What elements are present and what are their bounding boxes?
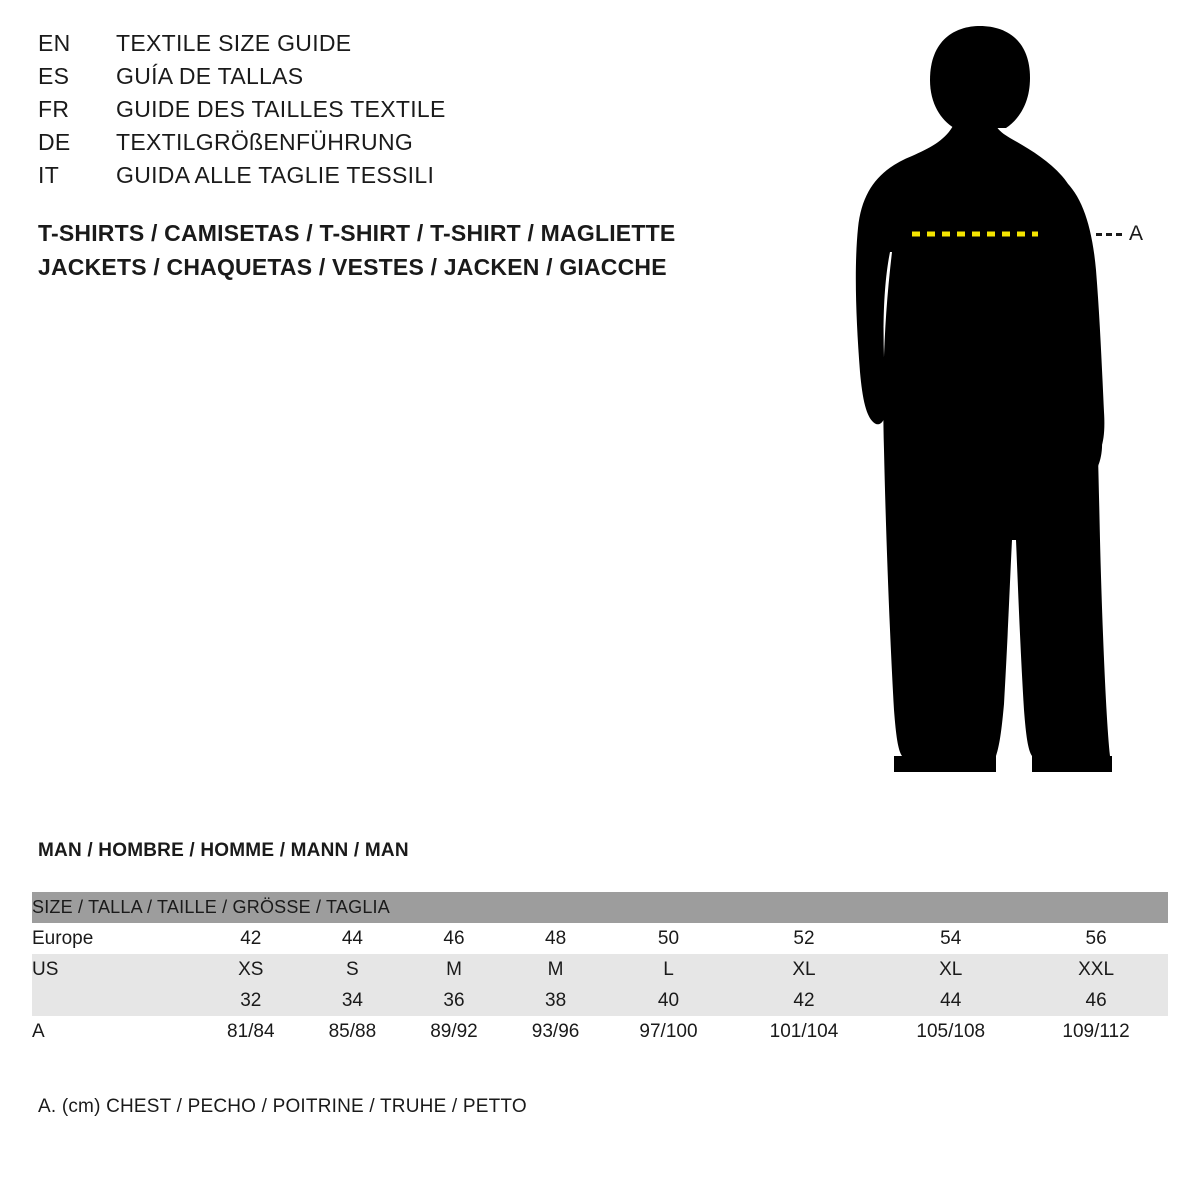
callout-leader-line	[1096, 233, 1122, 236]
cell-value: L	[606, 954, 730, 985]
language-title: TEXTILE SIZE GUIDE	[116, 30, 352, 56]
cell-value: 44	[877, 985, 1024, 1016]
cell-value: 85/88	[302, 1016, 404, 1047]
language-title: TEXTILGRÖßENFÜHRUNG	[116, 129, 414, 155]
cell-value: 46	[403, 923, 505, 954]
cell-value: XL	[731, 954, 878, 985]
language-row	[38, 129, 758, 162]
language-row	[38, 63, 758, 96]
cell-value: 101/104	[731, 1016, 878, 1047]
cell-value: XL	[877, 954, 1024, 985]
cell-value: 42	[731, 985, 878, 1016]
silhouette-graphic	[820, 20, 1160, 790]
language-row	[38, 162, 758, 195]
table-header-label: SIZE / TALLA / TAILLE / GRÖSSE / TAGLIA	[32, 892, 1168, 923]
cell-value: 93/96	[505, 1016, 607, 1047]
cell-value: 50	[606, 923, 730, 954]
cell-value: 56	[1024, 923, 1168, 954]
table-title: MAN / HOMBRE / HOMME / MANN / MAN	[38, 840, 409, 861]
row-label-europe: Europe	[32, 923, 200, 954]
cell-value: 97/100	[606, 1016, 730, 1047]
cell-value: 46	[1024, 985, 1168, 1016]
cell-value: 32	[200, 985, 302, 1016]
language-header-block	[38, 30, 758, 195]
table-header-row	[32, 892, 1168, 923]
size-table	[32, 892, 1168, 1047]
language-code: EN	[38, 30, 71, 56]
language-title: GUÍA DE TALLAS	[116, 63, 304, 89]
language-title: GUIDA ALLE TAGLIE TESSILI	[116, 162, 435, 188]
cell-value: M	[505, 954, 607, 985]
cell-value: XXL	[1024, 954, 1168, 985]
language-code: DE	[38, 129, 71, 155]
garment-category-block	[38, 216, 675, 284]
cell-value: M	[403, 954, 505, 985]
cell-value: 54	[877, 923, 1024, 954]
cell-value: XS	[200, 954, 302, 985]
cell-value: 81/84	[200, 1016, 302, 1047]
language-title: GUIDE DES TAILLES TEXTILE	[116, 96, 446, 122]
cell-value: 36	[403, 985, 505, 1016]
cell-value: S	[302, 954, 404, 985]
cell-value: 38	[505, 985, 607, 1016]
table-row	[32, 923, 1168, 954]
table-row	[32, 954, 1168, 985]
cell-value: 109/112	[1024, 1016, 1168, 1047]
row-label-a: A	[32, 1016, 200, 1047]
cell-value: 40	[606, 985, 730, 1016]
language-code: FR	[38, 96, 70, 122]
category-tshirts: T-SHIRTS / CAMISETAS / T-SHIRT / T-SHIRT / MAGLIETTE	[38, 220, 676, 246]
cell-value: 34	[302, 985, 404, 1016]
language-row	[38, 96, 758, 129]
table-row	[32, 985, 1168, 1016]
language-row	[38, 30, 758, 63]
cell-value: 89/92	[403, 1016, 505, 1047]
cell-value: 44	[302, 923, 404, 954]
row-label-us: US	[32, 954, 200, 985]
cell-value: 105/108	[877, 1016, 1024, 1047]
chest-callout	[1096, 222, 1143, 246]
language-code: IT	[38, 162, 60, 188]
language-code: ES	[38, 63, 70, 89]
cell-value: 48	[505, 923, 607, 954]
table-row	[32, 1016, 1168, 1047]
row-label-blank	[32, 985, 200, 1016]
callout-label: A	[1129, 222, 1144, 245]
footnote: A. (cm) CHEST / PECHO / POITRINE / TRUHE / PETTO	[38, 1096, 527, 1117]
cell-value: 52	[731, 923, 878, 954]
cell-value: 42	[200, 923, 302, 954]
category-jackets: JACKETS / CHAQUETAS / VESTES / JACKEN / GIACCHE	[38, 254, 667, 280]
male-silhouette-figure	[820, 20, 1160, 790]
